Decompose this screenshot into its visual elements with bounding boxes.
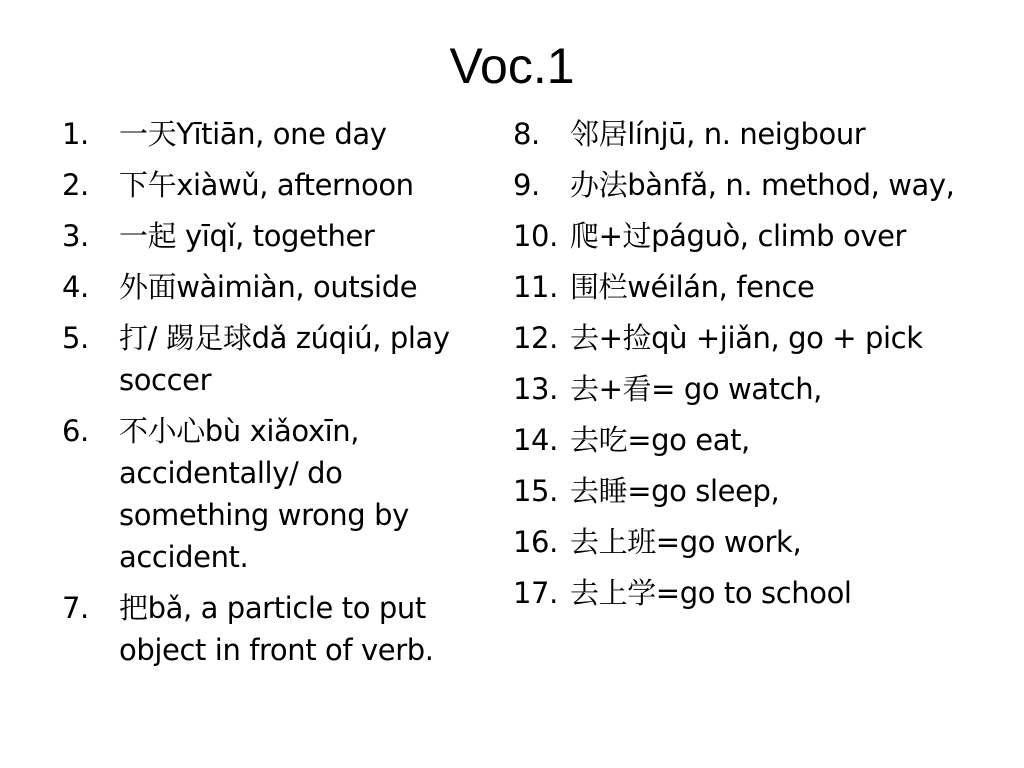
vocab-list-left xyxy=(62,113,482,680)
list-item xyxy=(513,266,1018,308)
item-text: 去睡=go sleep, xyxy=(570,474,780,508)
item-number: 4. xyxy=(62,270,89,304)
item-text: 去+捡qù +jiǎn, go + pick xyxy=(570,321,923,355)
item-number: 5. xyxy=(62,321,89,355)
list-item xyxy=(513,164,1018,206)
item-number: 16. xyxy=(513,525,558,559)
item-number: 9. xyxy=(513,168,540,202)
item-text: 围栏wéilán, fence xyxy=(570,270,815,304)
item-text: 办法bànfǎ, n. method, way, xyxy=(570,168,955,202)
item-text: 外面wàimiàn, outside xyxy=(119,270,418,304)
list-item xyxy=(513,368,1018,410)
item-number: 13. xyxy=(513,372,558,406)
item-number: 7. xyxy=(62,591,89,625)
list-item xyxy=(513,215,1018,257)
item-number: 10. xyxy=(513,219,558,253)
item-number: 17. xyxy=(513,576,558,610)
list-item xyxy=(62,164,482,206)
item-text: 把bǎ, a particle to put object in front of verb. xyxy=(119,591,434,667)
item-number: 3. xyxy=(62,219,89,253)
item-text: 一天Yītiān, one day xyxy=(119,117,387,151)
item-text: 去上学=go to school xyxy=(570,576,852,610)
list-item xyxy=(62,317,482,401)
list-item xyxy=(513,317,1018,359)
item-text: 邻居línjū, n. neigbour xyxy=(570,117,866,151)
list-item xyxy=(513,113,1018,155)
item-number: 15. xyxy=(513,474,558,508)
list-item xyxy=(62,410,482,578)
item-number: 6. xyxy=(62,414,89,448)
item-number: 1. xyxy=(62,117,89,151)
vocab-list-right xyxy=(513,113,1018,623)
item-number: 11. xyxy=(513,270,558,304)
item-number: 8. xyxy=(513,117,540,151)
item-text: 去上班=go work, xyxy=(570,525,802,559)
item-text: 下午xiàwǔ, afternoon xyxy=(119,168,414,202)
list-item xyxy=(513,521,1018,563)
item-text: 去+看= go watch, xyxy=(570,372,822,406)
list-item xyxy=(513,470,1018,512)
item-text: 去吃=go eat, xyxy=(570,423,750,457)
list-item xyxy=(62,266,482,308)
item-text: 一起 yīqǐ, together xyxy=(119,219,375,253)
slide-title: Voc.1 xyxy=(449,38,575,94)
list-item xyxy=(513,572,1018,614)
item-text: 不小心bù xiǎoxīn, accidentally/ do something wrong by accident. xyxy=(119,414,409,574)
list-item xyxy=(62,587,482,671)
item-number: 2. xyxy=(62,168,89,202)
item-text: 打/ 踢足球dǎ zúqiú, play soccer xyxy=(119,321,450,397)
list-item xyxy=(62,215,482,257)
item-number: 14. xyxy=(513,423,558,457)
item-number: 12. xyxy=(513,321,558,355)
list-item xyxy=(513,419,1018,461)
list-item xyxy=(62,113,482,155)
item-text: 爬+过páguò, climb over xyxy=(570,219,907,253)
